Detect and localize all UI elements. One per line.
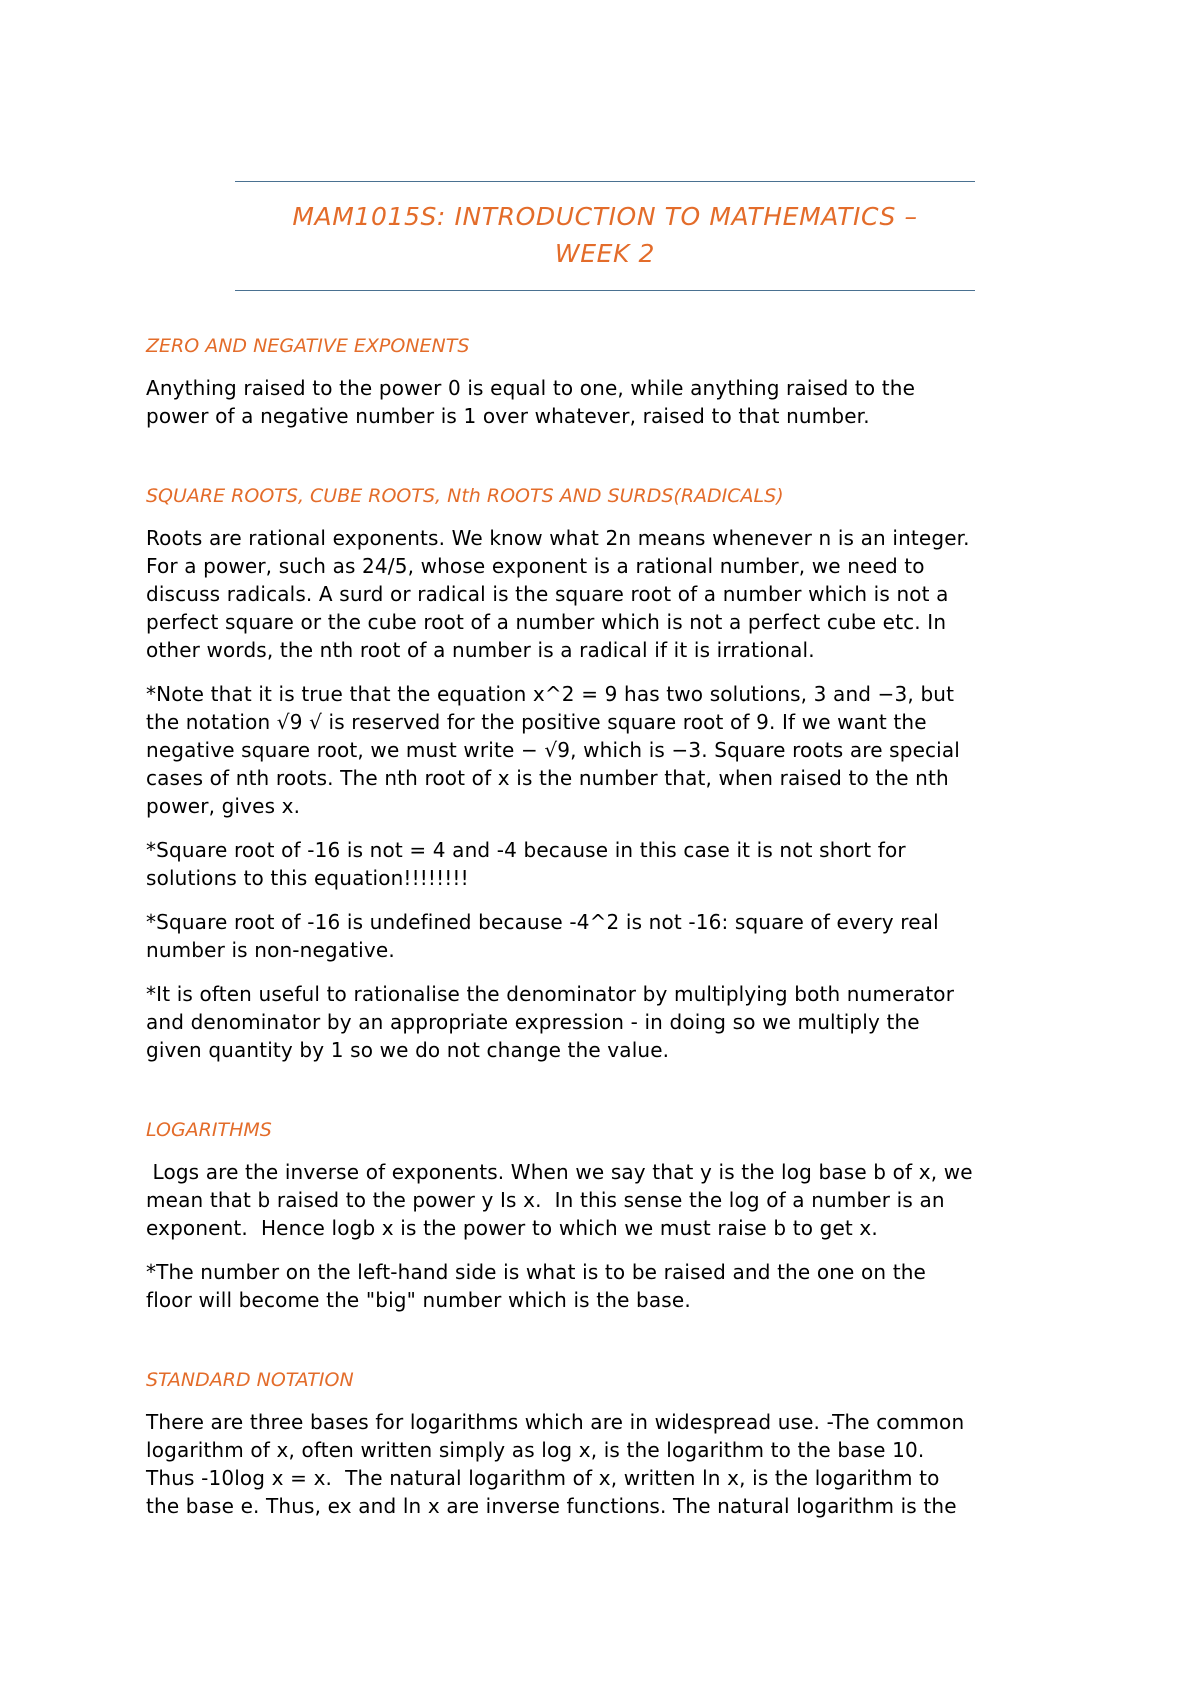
text-line: power of a negative number is 1 over whatever, raised to that number. <box>146 404 870 428</box>
text-line: For a power, such as 24/5, whose exponent is a rational number, we need to <box>146 554 925 578</box>
text-line: *Square root of -16 is not = 4 and -4 because in this case it is not short for <box>146 838 906 862</box>
section-logarithms <box>146 1116 1066 1314</box>
text-line: exponent. Hence logb x is the power to which we must raise b to get x. <box>146 1216 878 1240</box>
section-spacer <box>146 1080 1066 1116</box>
paragraph <box>146 1408 1066 1520</box>
text-line: floor will become the "big" number which is the base. <box>146 1288 691 1312</box>
text-line: *It is often useful to rationalise the denominator by multiplying both numerator <box>146 982 955 1006</box>
text-line: Thus -10log x = x. The natural logarithm of x, written ln x, is the logarithm to <box>146 1466 940 1490</box>
document-body <box>146 332 1066 1536</box>
text-line: given quantity by 1 so we do not change the value. <box>146 1038 670 1062</box>
text-line: other words, the nth root of a number is a radical if it is irrational. <box>146 638 815 662</box>
document-title-line-2: WEEK 2 <box>554 239 656 268</box>
text-line: mean that b raised to the power y Is x. In this sense the log of a number is an <box>146 1188 945 1212</box>
text-line: *Square root of -16 is undefined because -4^2 is not -16: square of every real <box>146 910 939 934</box>
paragraph <box>146 836 1066 892</box>
text-line: the notation √9 √ is reserved for the positive square root of 9. If we want the <box>146 710 927 734</box>
paragraph <box>146 680 1066 820</box>
text-line: logarithm of x, often written simply as log x, is the logarithm to the base 10. <box>146 1438 925 1462</box>
text-line: number is non-negative. <box>146 938 395 962</box>
document-title-block <box>235 181 975 291</box>
text-line: discuss radicals. A surd or radical is the square root of a number which is not a <box>146 582 949 606</box>
paragraph <box>146 1258 1066 1314</box>
section-heading: ZERO AND NEGATIVE EXPONENTS <box>146 335 470 357</box>
paragraph <box>146 374 1066 430</box>
text-line: Logs are the inverse of exponents. When we say that y is the log base b of x, we <box>146 1160 973 1184</box>
paragraph <box>146 908 1066 964</box>
text-line: There are three bases for logarithms which are in widespread use. -The common <box>146 1410 965 1434</box>
section-heading: LOGARITHMS <box>146 1119 272 1141</box>
text-line: Roots are rational exponents. We know what 2n means whenever n is an integer. <box>146 526 970 550</box>
paragraph <box>146 524 1066 664</box>
text-line: the base e. Thus, ex and ln x are inverse functions. The natural logarithm is the <box>146 1494 957 1518</box>
text-line: cases of nth roots. The nth root of x is the number that, when raised to the nth <box>146 766 949 790</box>
text-line: power, gives x. <box>146 794 301 818</box>
text-line: *Note that it is true that the equation x^2 = 9 has two solutions, 3 and −3, but <box>146 682 955 706</box>
text-line: Anything raised to the power 0 is equal to one, while anything raised to the <box>146 376 916 400</box>
section-heading: SQUARE ROOTS, CUBE ROOTS, Nth ROOTS AND SURDS(RADICALS) <box>146 485 784 507</box>
section-heading: STANDARD NOTATION <box>146 1369 354 1391</box>
text-line: solutions to this equation!!!!!!!! <box>146 866 469 890</box>
text-line: and denominator by an appropriate expression - in doing so we multiply the <box>146 1010 920 1034</box>
paragraph <box>146 1158 1066 1242</box>
section-spacer <box>146 446 1066 482</box>
section-spacer <box>146 1330 1066 1366</box>
text-line: perfect square or the cube root of a number which is not a perfect cube etc. In <box>146 610 947 634</box>
text-line: *The number on the left-hand side is what is to be raised and the one on the <box>146 1260 927 1284</box>
section-zero-negative-exponents <box>146 332 1066 430</box>
document-title-line-1: MAM1015S: INTRODUCTION TO MATHEMATICS – <box>292 202 918 231</box>
text-line: negative square root, we must write − √9, which is −3. Square roots are special <box>146 738 960 762</box>
section-standard-notation <box>146 1366 1066 1520</box>
section-roots-and-surds <box>146 482 1066 1064</box>
paragraph <box>146 980 1066 1064</box>
